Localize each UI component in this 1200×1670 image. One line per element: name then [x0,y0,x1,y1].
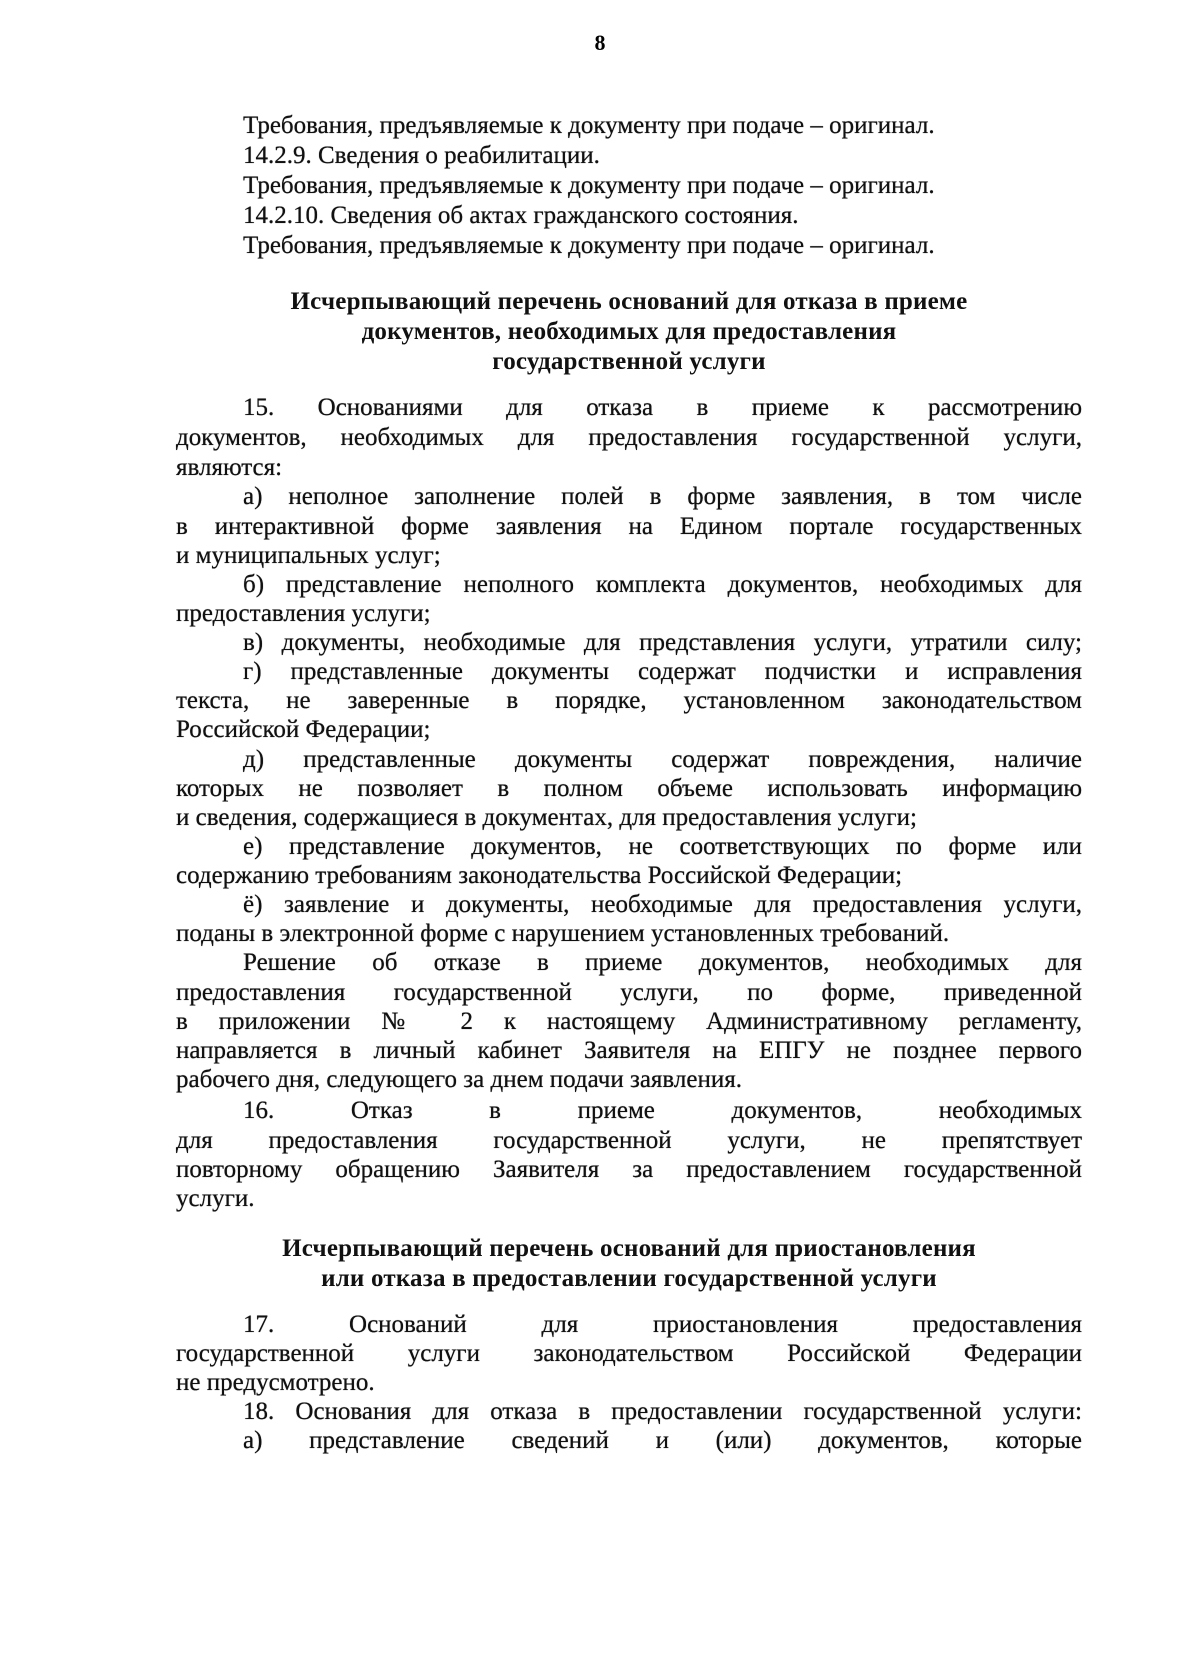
item-a-line-3: и муниципальных услуг; [176,542,441,569]
item-g-line-3: Российской Федерации; [176,716,431,743]
item-b-line-2: предоставления услуги; [176,600,431,627]
item-yo: ё) заявление и документы, необходимые для предоставления услуги, [243,891,1082,918]
paragraph-16: 16. Отказ в приеме документов, необходимых [243,1097,1082,1124]
item-g-line-2: текста, не заверенные в порядке, установленном законодательством [176,687,1082,714]
paragraph-17: 17. Оснований для приостановления предоставления [243,1311,1082,1338]
paragraph-16-line-3: повторному обращению Заявителя за предоставлением государственной [176,1156,1082,1183]
item-a-line-2: в интерактивной форме заявления на Едином портале государственных [176,513,1082,540]
item-g: г) представленные документы содержат подчистки и исправления [243,658,1082,685]
requirement-line-2: Требования, предъявляемые к документу при подаче – оригинал. [243,172,935,199]
item-e-line-2: содержанию требованиям законодательства Российской Федерации; [176,862,903,889]
paragraph-16-line-2: для предоставления государственной услуги, не препятствует [176,1127,1082,1154]
requirement-line-3: Требования, предъявляемые к документу при подаче – оригинал. [243,232,935,259]
item-14-2-9: 14.2.9. Сведения о реабилитации. [243,142,600,169]
item-b: б) представление неполного комплекта документов, необходимых для [243,571,1082,598]
item-v: в) документы, необходимые для представления услуги, утратили силу; [243,629,1082,656]
decision-paragraph-line-5: рабочего дня, следующего за днем подачи заявления. [176,1066,742,1093]
item-14-2-10: 14.2.10. Сведения об актах гражданского состояния. [243,202,799,229]
paragraph-18-item-a: а) представление сведений и (или) документов, которые [243,1427,1082,1454]
decision-paragraph: Решение об отказе в приеме документов, необходимых для [243,949,1082,976]
paragraph-15: 15. Основаниями для отказа в приеме к рассмотрению [243,394,1082,421]
decision-paragraph-line-3: в приложении № 2 к настоящему Административному регламенту, [176,1008,1082,1035]
section-heading-refusal-acceptance-line-3: государственной услуги [492,348,766,375]
item-a: а) неполное заполнение полей в форме заявления, в том числе [243,483,1082,510]
item-yo-line-2: поданы в электронной форме с нарушением установленных требований. [176,920,950,947]
paragraph-16-line-4: услуги. [176,1185,255,1212]
item-d-line-3: и сведения, содержащиеся в документах, для предоставления услуги; [176,804,917,831]
section-heading-suspension: Исчерпывающий перечень оснований для приостановления [282,1235,976,1262]
item-d: д) представленные документы содержат повреждения, наличие [243,746,1082,773]
requirement-line-1: Требования, предъявляемые к документу при подаче – оригинал. [243,112,935,139]
paragraph-18: 18. Основания для отказа в предоставлении государственной услуги: [243,1398,1082,1425]
item-d-line-2: которых не позволяет в полном объеме использовать информацию [176,775,1082,802]
section-heading-refusal-acceptance-line-2: документов, необходимых для предоставления [361,318,897,345]
item-e: е) представление документов, не соответствующих по форме или [243,833,1082,860]
paragraph-17-line-2: государственной услуги законодательством Российской Федерации [176,1340,1082,1367]
section-heading-refusal-acceptance: Исчерпывающий перечень оснований для отказа в приеме [290,288,968,315]
paragraph-15-line-3: являются: [176,454,283,481]
paragraph-17-line-3: не предусмотрено. [176,1369,375,1396]
section-heading-suspension-line-2: или отказа в предоставлении государственной услуги [321,1265,937,1292]
decision-paragraph-line-2: предоставления государственной услуги, по форме, приведенной [176,979,1082,1006]
page-number: 8 [594,30,606,55]
decision-paragraph-line-4: направляется в личный кабинет Заявителя на ЕПГУ не позднее первого [176,1037,1082,1064]
paragraph-15-line-2: документов, необходимых для предоставления государственной услуги, [176,424,1082,451]
